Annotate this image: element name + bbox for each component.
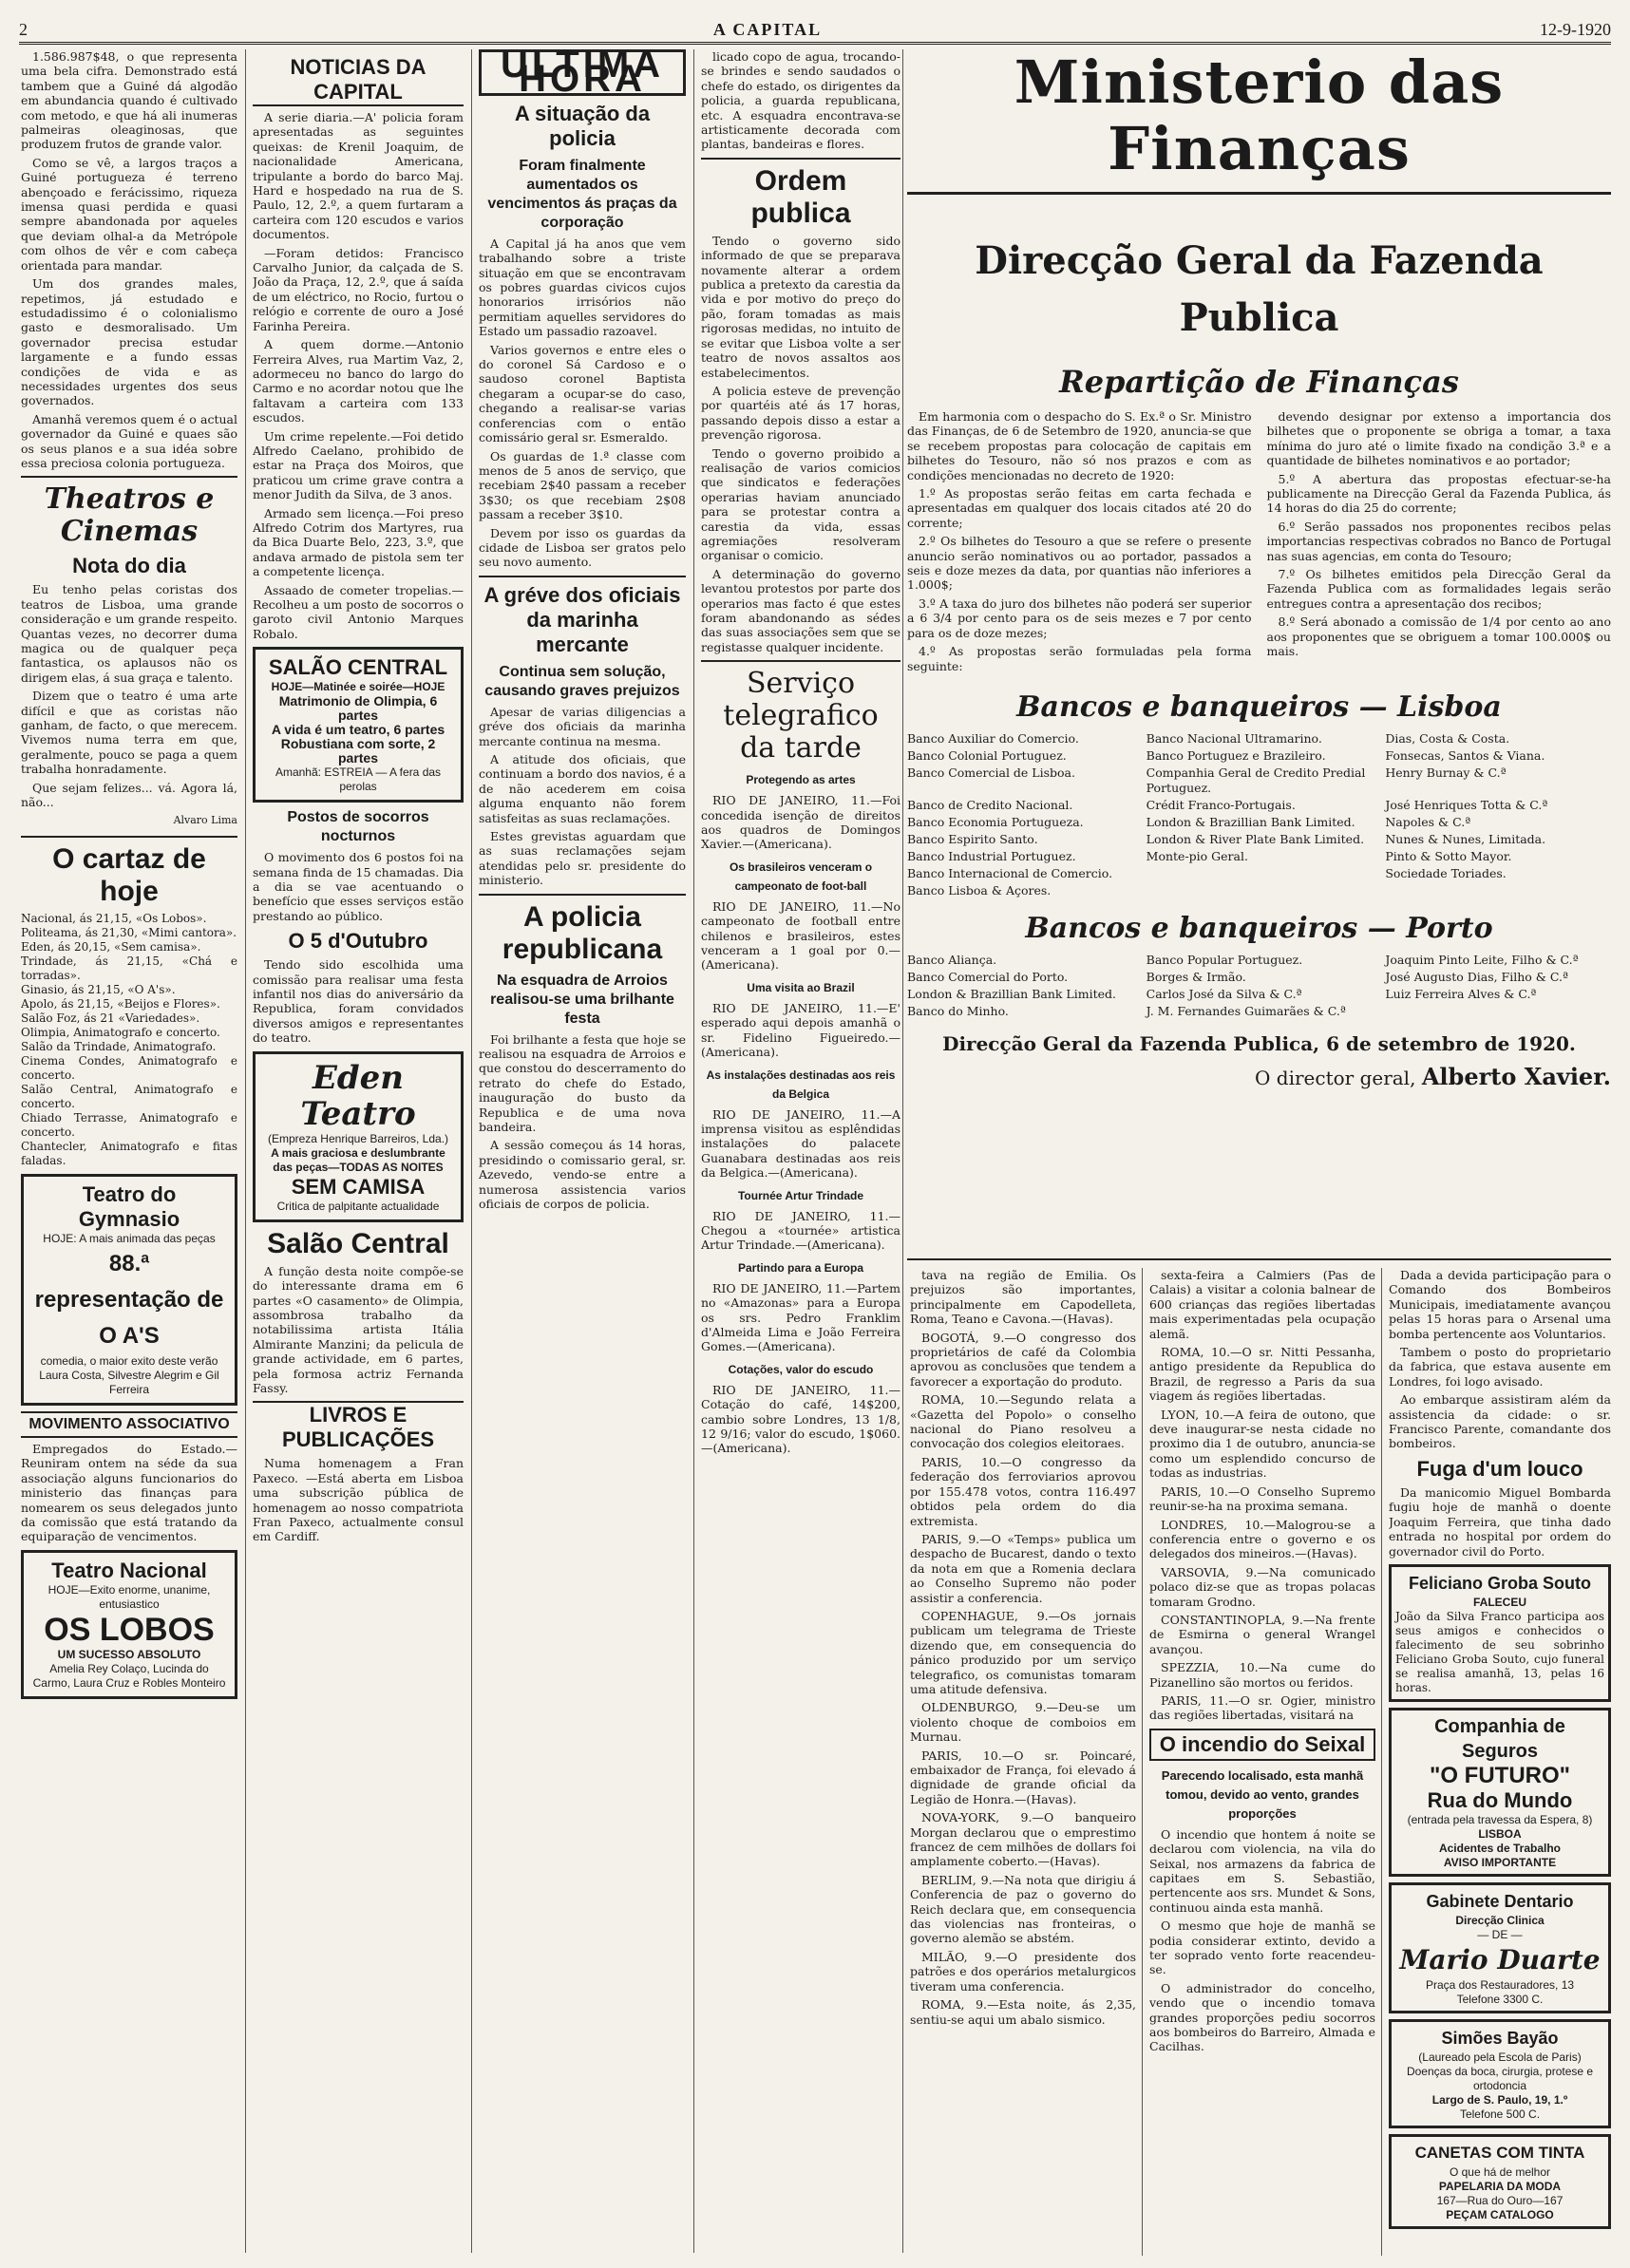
ad-line: AVISO IMPORTANTE <box>1443 1855 1557 1869</box>
bank-item: Banco Aliança. <box>907 952 997 967</box>
ordem-title: Ordem publica <box>750 164 851 229</box>
paragraph: A serie diaria.—A' policia foram apresentadas as seguintes queixas: de Krenil Joaquim, de nacionalidade Americana, tripulante a bordo do barco Maj. Hard e hospedado na rua de S. Paulo, 12, 2.º, a quem furtaram a carteira com 120 escudos e varios documentos. <box>253 110 464 242</box>
paragraph: ROMA, 10.—Segundo relata a «Gazetta del Popolo» o conselho nacional do Piano resolveu a convocação dos colegios eleitoraes. <box>910 1392 1136 1451</box>
bank-item: Luiz Ferreira Alves & C.ª <box>1385 986 1537 1001</box>
paragraph: CONSTANTINOPLA, 9.—Na frente de Esmirna o general Wrangel avançou. <box>1149 1612 1375 1656</box>
subheading: Os brasileiros venceram o campeonato de foot-ball <box>729 860 873 893</box>
bank-item: Banco Internacional de Comercio. <box>907 865 1113 880</box>
paragraph: Apesar de varias diligencias a gréve dos oficiais da marinha mercante continua na mesma. <box>479 704 686 748</box>
ad-line: Telefone 3300 C. <box>1456 1992 1544 2006</box>
list-item: Ginasio, ás 21,15, «O A's». <box>21 982 176 996</box>
paragraph: Dizem que o teatro é uma arte difícil e que as coristas não ganham, de facto, o que merecem. Vivemos numa terra em que, geralmente, pouco se paga a quem trabalha honradamente. <box>21 689 237 777</box>
ad-line: (Empreza Henrique Barreiros, Lda.) <box>267 1131 449 1145</box>
paragraph: Da manicomio Miguel Bombarda fugiu hoje de manhã o doente Joaquim Ferreira, que tinha dado entrada no hospital por ordem do governador civil do Porto. <box>1389 1484 1611 1559</box>
ad-line: UM SUCESSO ABSOLUTO <box>57 1647 201 1661</box>
salao2-title: Salão Central <box>267 1227 449 1259</box>
bank-item: Crédit Franco-Portugais. <box>1146 797 1296 812</box>
ad-line: Largo de S. Paulo, 19, 1.º <box>1431 2092 1568 2107</box>
reparticao-title: Repartição de Finanças <box>1059 364 1459 400</box>
noticias-title: NOTICIAS DA CAPITAL <box>253 55 464 106</box>
column-4 <box>701 49 900 2253</box>
paragraph: A determinação do governo levantou protestos por parte dos operarios mas facto é que estes foram abandonando as sédes das suas associações sem que se registasse qualquer incidente. <box>701 566 900 654</box>
bank-item: London & River Plate Bank Limited. <box>1146 831 1365 846</box>
paragraph: ROMA, 9.—Esta noite, ás 2,35, sentiu-se aqui um abalo sismico. <box>910 1997 1136 2027</box>
bank-item: Banco Comercial de Lisboa. <box>907 765 1075 780</box>
telegrams-column-b <box>1149 1268 1375 2260</box>
bank-item: Sociedade Toriades. <box>1385 865 1507 880</box>
paragraph: 3.º A taxa do juro dos bilhetes não poderá ser superior a 6 3/4 por cento para os de seis mezes e 7 por cento para os de doze mezes; <box>907 595 1252 640</box>
list-item: Chiado Terrasse, Animatografo e concerto. <box>21 1110 237 1139</box>
ad-line: A mais graciosa e deslumbrante das peças—TODAS AS NOITES <box>271 1145 445 1174</box>
ad-line: PEÇAM CATALOGO <box>1446 2207 1554 2221</box>
ad-title: Feliciano Groba Souto <box>1408 1573 1591 1593</box>
list-item: Trindade, ás 21,15, «Chá e torradas». <box>21 954 237 982</box>
ad-line: Direcção Clinica <box>1455 1913 1545 1927</box>
ad-line: HOJE—Exito enorme, unanime, entusiastico <box>47 1582 211 1611</box>
ad-line: Praça dos Restauradores, 13 <box>1425 1977 1575 1992</box>
paragraph: SPEZZIA, 10.—Na cume do Pizanellino são mortos ou feridos. <box>1149 1660 1375 1690</box>
list-item: Olimpia, Animatografo e concerto. <box>21 1025 220 1039</box>
theatros-title: Theatros e Cinemas <box>44 482 215 549</box>
list-item: Apolo, ás 21,15, «Beijos e Flores». <box>21 996 220 1011</box>
livros-title: LIVROS E PUBLICAÇÕES <box>253 1401 464 1452</box>
bank-item: Companhia Geral de Credito Predial Portuguez. <box>1146 765 1366 795</box>
ad-line: Laura Costa, Silvestre Alegrim e Gil Ferreira <box>39 1368 219 1396</box>
bank-item: Banco Colonial Portuguez. <box>907 747 1067 763</box>
paragraph: Em harmonia com o despacho do S. Ex.ª o Sr. Ministro das Finanças, de 6 de Setembro de 1920, anuncia-se que se recebem propostas para colocação de capitais em bilhetes do Tesouro, não só nos prazos e com as condições mencionadas no decreto de 1920: <box>907 409 1252 482</box>
paragraph: PARIS, 10.—O Conselho Supremo reunir-se-ha na proxima semana. <box>1149 1484 1375 1514</box>
column-3 <box>479 49 686 2253</box>
ad-line: LISBOA <box>1478 1826 1522 1841</box>
column-1 <box>21 49 237 2253</box>
bank-item <box>1147 866 1373 881</box>
ad-headline: SEM CAMISA <box>291 1174 426 1199</box>
director-label: O director geral, <box>1255 1066 1416 1089</box>
paragraph: 5.º A abertura das propostas efectuar-se-ha publicamente na Direcção Geral da Fazenda Publica, ás 14 horas do dia 25 do corrente; <box>1266 471 1611 516</box>
ad-title: Teatro do Gymnasio <box>78 1181 180 1231</box>
incendio-subtitle: Parecendo localisado, esta manhã tomou, devido ao vento, grandes proporções <box>1161 1767 1364 1821</box>
ad-line: comedia, o maior exito deste verão <box>40 1353 218 1368</box>
paragraph: Assaado de cometer tropelias.—Recolheu a um posto de socorros o garoto civil Antonio Marques Robalo. <box>253 582 464 641</box>
issue-date: 12-9-1920 <box>1540 19 1611 39</box>
bank-item: Banco Lisboa & Açores. <box>907 882 1052 898</box>
bank-item: José Henriques Totta & C.ª <box>1385 797 1548 812</box>
paragraph: Um dos grandes males, repetimos, já estudado e estudadissimo é o colonialismo gasto e desmoralisado. Um governador precisa estudar largamente e a fundo essas condições de vida e as necessidades urgentes dos seus governados. <box>21 276 237 408</box>
guine-article <box>21 49 237 470</box>
ad-line: — DE — <box>1477 1927 1523 1941</box>
paragraph: PARIS, 9.—O «Temps» publica um despacho de Bucarest, dando o texto da nota em que a Romenia declara ao Conselho Supremo não poder assistir a conferencia. <box>910 1531 1136 1605</box>
direccao-title: Direcção Geral da Fazenda Publica <box>975 238 1544 340</box>
director-name: Alberto Xavier. <box>1421 1062 1611 1090</box>
bank-item <box>1385 1004 1611 1019</box>
simoes-ad <box>1389 2019 1611 2128</box>
paragraph: devendo designar por extenso a importancia dos bilhetes que o proponente se obriga a tomar, a taxa mínima do juro até o limite fixado na condição 3.ª e a quantidade de bilhetes nominativos e ao portador; <box>1266 409 1611 468</box>
ad-line: Telefone 500 C. <box>1459 2107 1541 2121</box>
paragraph: 8.º Será abonado a comissão de 1/4 por cento ao ano aos proponentes que se obriguem a tomar 100.000$ ou mais. <box>1266 614 1611 659</box>
ad-line: Matrimonio de Olimpia, 6 partes <box>278 693 438 724</box>
column-2 <box>253 49 464 2253</box>
bank-item: Nunes & Nunes, Limitada. <box>1385 831 1546 846</box>
bank-item: London & Brazillian Bank Limited. <box>1146 814 1355 829</box>
subheading: Partindo para a Europa <box>737 1260 864 1275</box>
bank-item: Banco Espirito Santo. <box>907 831 1038 846</box>
bank-item: Napoles & C.ª <box>1385 814 1471 829</box>
paragraph: Um crime repelente.—Foi detido Alfredo Caelano, prohibido de estar na Praça dos Moiros, que praticou um crime grave contra a menor Judith da Silva, de 3 anos. <box>253 428 464 502</box>
subheading: As instalações destinadas aos reis da Belgica <box>706 1068 896 1101</box>
bank-item: Banco Comercial do Porto. <box>907 969 1069 984</box>
paragraph: Tendo sido escolhida uma comissão para realisar uma festa infantil nos dias do aniversário da Republica, foram convidados diversos amigos e representantes do teatro. <box>253 957 464 1046</box>
bank-item <box>1147 883 1373 898</box>
nota-title: Nota do dia <box>72 554 186 578</box>
ad-line: Rua do Mundo <box>1427 1787 1573 1812</box>
paragraph: 7.º Os bilhetes emitidos pela Direcção Geral da Fazenda Publica com as formalidades legais serão entregues contra a apresentação dos recibos; <box>1266 567 1611 611</box>
ad-line: 167—Rua do Ouro—167 <box>1436 2193 1564 2207</box>
subheading: Cotações, valor do escudo <box>728 1362 874 1376</box>
ad-title: Teatro Nacional <box>51 1558 207 1582</box>
banks-lisboa-title: Bancos e banqueiros — Lisboa <box>1016 690 1502 724</box>
list-item: Salão Central, Animatografo e concerto. <box>21 1082 237 1110</box>
notice-body <box>907 409 1611 677</box>
paragraph: 1.586.987$48, o que representa uma bela cifra. Demonstrado está tambem que a Guiné dá algodão em abundancia quando é cultivado com metodo, e que há ali inumeras palmeiras oleaginosas, que produzem frutos de grande valor. <box>21 49 237 152</box>
paragraph: RIO DE JANEIRO, 11.—Foi concedida isenção de direitos aos quadros de Domingos Xavier.—(Americana). <box>701 793 900 852</box>
paragraph: Foi brilhante a festa que hoje se realisou na esquadra de Arroios e que constou do descerramento do retrato do chefe do Estado, inauguração do busto da Republica e de uma nova bandeira. <box>479 1031 686 1135</box>
bank-item: London & Brazillian Bank Limited. <box>907 986 1116 1001</box>
futuro-ad <box>1389 1708 1611 1877</box>
paragraph: PARIS, 10.—O sr. Poincaré, embaixador de França, foi elevado á dignidade de grande oficial da Legião de Honra.—(Havas). <box>910 1748 1136 1806</box>
bank-item: Borges & Irmão. <box>1146 969 1246 984</box>
paragraph: O movimento dos 6 postos foi na semana finda de 15 chamadas. Dia a dia se vae acentuando o benefício que esses serviços estão prestando ao público. <box>253 850 464 923</box>
bank-item: Banco Popular Portuguez. <box>1146 952 1303 967</box>
page-number: 2 <box>19 19 28 39</box>
greve-subtitle: Continua sem solução, causando graves prejuizos <box>484 663 680 699</box>
outubro-title: O 5 d'Outubro <box>288 929 428 954</box>
paragraph: Ao embarque assistiram além da assistencia da cidade: o sr. Francisco Parente, comandante dos bombeiros. <box>1389 1392 1611 1451</box>
bank-item: Banco Portuguez e Brazileiro. <box>1146 747 1326 763</box>
ad-line: Doenças da boca, cirurgia, protese e ortodoncia <box>1406 2064 1594 2092</box>
ad-line: HOJE: A mais animada das peças <box>43 1231 216 1245</box>
page-header <box>19 17 1611 45</box>
paragraph: LONDRES, 10.—Malogrou-se a conferencia entre o governo e os delegados dos mineiros.—(Havas). <box>1149 1517 1375 1561</box>
banks-porto-title: Bancos e banqueiros — Porto <box>1025 911 1493 945</box>
republicana-subtitle: Na esquadra de Arroios realisou-se uma brilhante festa <box>490 972 674 1027</box>
fuga-title: Fuga d'um louco <box>1416 1456 1583 1481</box>
paragraph: RIO DE JANEIRO, 11.—E' esperado aqui depois amanhã o sr. Fidelino Figueiredo.—(Americana). <box>701 1000 900 1060</box>
list-item: Nacional, ás 21,15, «Os Lobos». <box>21 911 207 925</box>
list-item: Eden, ás 20,15, «Sem camisa». <box>21 939 201 954</box>
paragraph: Amanhã veremos quem é o actual governador da Guiné e quaes são os seus planos e a sua idéa sobre essa preciosa colonia portugueza. <box>21 411 237 470</box>
paragraph: RIO DE JANEIRO, 11.—No campeonato de football entre chilenos e brasileiros, estes venceram a 1 goal por 0.—(Americana). <box>701 898 900 973</box>
ad-line: João da Silva Franco participa aos seus amigos e conhecidos o falecimento de seu sobrinho Feliciano Groba Souto, cujo funeral se realisa amanhã, 13, pelas 16 horas. <box>1395 1609 1604 1694</box>
signature: Alvaro Lima <box>173 814 237 827</box>
paragraph: Empregados do Estado.—Reuniram ontem na séde da sua associação alguns funcionarios do ministerio das finanças para nomearem os seus delegados junto da comissão que está tratando da equiparação de vencimentos. <box>21 1441 237 1544</box>
nacional-ad <box>21 1550 237 1699</box>
telegrams-column-a <box>910 1268 1136 2260</box>
paragraph: NOVA-YORK, 9.—O banqueiro Morgan declarou que o emprestimo francez de cem milhões de dollars foi amplamente coberto.—(Havas). <box>910 1810 1136 1869</box>
bank-item: Banco Industrial Portuguez. <box>907 848 1076 863</box>
eden-ad <box>253 1051 464 1222</box>
paragraph: Eu tenho pelas coristas dos teatros de Lisboa, uma grande consideração e um grande respeito. Quantas vezes, no decorrer duma magica ou de qualquer peça fantastica, os aplausos não os dirigem elas, á sua graça e talento. <box>21 582 237 685</box>
servico-title: Serviço telegrafico da tarde <box>723 667 879 765</box>
ad-line: Amelia Rey Colaço, Lucinda do Carmo, Laura Cruz e Robles Monteiro <box>32 1661 226 1690</box>
telegram-list <box>701 793 900 1456</box>
paragraph: Que sejam felizes... vá. Agora lá, não... <box>21 780 237 810</box>
paragraph: COPENHAGUE, 9.—Os jornais publicam um telegrama de Trieste dizendo que, em consequencia do pánico produzido por um serviço telegrafico, os comunistas tomaram uma atitude defensiva. <box>910 1608 1136 1696</box>
dgfp-date: Direcção Geral da Fazenda Publica, 6 de setembro de 1920. <box>942 1031 1576 1055</box>
ad-title: Gabinete Dentario <box>1426 1891 1574 1911</box>
ad-headline: 88.ª representação de O A'S <box>34 1250 224 1349</box>
paragraph: RIO DE JANEIRO, 11.—Partem no «Amazonas» para a Europa os srs. Pedro Franklim d'Almeida Lima e João Ferreira Gomes.—(Americana). <box>701 1280 900 1354</box>
paragraph: 1.º As propostas serão feitas em carta fechada e apresentadas em qualquer dos locais citados até 20 do corrente; <box>907 486 1252 530</box>
masthead: A CAPITAL <box>712 19 823 39</box>
salao-central-ad <box>253 647 464 803</box>
bank-item: Monte-pio Geral. <box>1146 848 1248 863</box>
bank-item: Banco Auxiliar do Comercio. <box>907 730 1079 746</box>
ad-line: Acidentes de Trabalho <box>1438 1841 1562 1855</box>
list-item: Chantecler, Animatografo e fitas faladas. <box>21 1139 237 1167</box>
greve-title: A gréve dos oficiais da marinha mercante <box>483 582 681 656</box>
ad-headline: Mario Duarte <box>1399 1943 1601 1975</box>
paragraph: O mesmo que hoje de manhã se podia considerar extinto, devido a ter soprado vento forte reacendeu-se. <box>1149 1918 1375 1977</box>
paragraph: sexta-feira a Calmiers (Pas de Calais) a visitar a colonia balnear de 600 crianças das regiões libertadas mais experimentadas pela ocupação alemã. <box>1149 1268 1375 1341</box>
bank-item <box>1385 883 1611 898</box>
ad-title: Simões Bayão <box>1441 2028 1559 2048</box>
ad-line: PAPELARIA DA MODA <box>1438 2179 1562 2193</box>
list-item: Salão Foz, ás 21 «Variedades». <box>21 1011 200 1025</box>
bank-item: Joaquim Pinto Leite, Filho & C.ª <box>1385 952 1579 967</box>
paragraph: BERLIM, 9.—Na nota que dirigiu á Conferencia de paz o governo do Reich declara que, em consequencia das violencias nas fronteiras, o governo alemão se abstém. <box>910 1872 1136 1946</box>
bank-item: Henry Burnay & C.ª <box>1385 765 1507 780</box>
column-c <box>1389 1268 1611 2260</box>
ad-line: (entrada pela travessa da Espera, 8) <box>1407 1812 1593 1826</box>
banks-lisboa-list <box>907 731 1611 898</box>
paragraph: VARSOVIA, 9.—Na comunicado polaco diz-se que as tropas polacas tomaram Grodno. <box>1149 1564 1375 1609</box>
ad-title: Companhia de Seguros <box>1434 1715 1565 1762</box>
paragraph: Estes grevistas aguardam que as suas reclamações sejam atendidas pelo sr. presidente do ministerio. <box>479 829 686 888</box>
bank-item: Banco Nacional Ultramarino. <box>1146 730 1322 746</box>
bank-item: Banco de Credito Nacional. <box>907 797 1073 812</box>
movimento-title: MOVIMENTO ASSOCIATIVO <box>21 1411 237 1438</box>
paragraph: Como se vê, a largos traços a Guiné portugueza é terreno abençoado e ferácissimo, riqueza imensa quasi perdida e quasi sempre abandonada por aqueles que deviam olhal-a da Metrópole com olhos de vêr e com cabeça orientada para mandar. <box>21 155 237 273</box>
ad-title: Eden Teatro <box>300 1058 416 1133</box>
servico-subtitle: Protegendo as artes <box>746 773 856 787</box>
ministerio-notice <box>907 49 1611 1256</box>
cartaz-list <box>21 912 237 1168</box>
paragraph: Tendo o governo proibido a realisação de varios comicios que sindicatos e federações operarias haviam anunciado para se protestar contra a carestia da vida, essas agremiações resolveram organisar o comicio. <box>701 445 900 563</box>
paragraph: A atitude dos oficiais, que continuam a bordo dos navios, é a de não acederem em coisa alguma enquanto não forem satisfeitas as suas reclamações. <box>479 751 686 825</box>
paragraph: Tendo o governo sido informado de que se preparava novamente alterar a ordem publica a pretexto da carestia da vida e por motivo do preço do pão, foram tomadas as mais rigorosas medidas, no intuito de se evitar que Lisboa volte a ser teatro de novos assaltos aos estabelecimentos. <box>701 233 900 380</box>
ad-headline: OS LOBOS <box>44 1611 215 1648</box>
paragraph: O administrador do concelho, vendo que o incendio tomava grandes proporções pediu socorros aos bombeiros do Barreiro, Almada e Cacilhas. <box>1149 1980 1375 2054</box>
ad-line: FALECEU <box>1472 1595 1526 1609</box>
paragraph: BOGOTÁ, 9.—O congresso dos proprietários de café da Colombia aprovou as conclusões que tendem a favorecer a exportação do produto. <box>910 1330 1136 1389</box>
obituary <box>1389 1564 1611 1702</box>
bank-item: Pinto & Sotto Mayor. <box>1385 848 1512 863</box>
postos-title: Postos de socorros nocturnos <box>287 809 429 845</box>
cartaz-title: O cartaz de hoje <box>52 842 206 907</box>
paragraph: RIO DE JANEIRO, 11.—Chegou a «tournée» artistica Artur Trindade.—(Americana). <box>701 1208 900 1253</box>
ad-headline: "O FUTURO" <box>1429 1762 1571 1788</box>
bank-item: J. M. Fernandes Guimarães & C.ª <box>1146 1003 1346 1018</box>
paragraph: Armado sem licença.—Foi preso Alfredo Cotrim dos Martyres, rua da Bica Duarte Belo, 223, 3.º, que andava armado de pistola sem ter a competente licença. <box>253 505 464 579</box>
list-item: Salão da Trindade, Animatografo. <box>21 1039 217 1053</box>
ad-line: Robustiana com sorte, 2 partes <box>280 736 436 766</box>
paragraph: tava na região de Emilia. Os prejuizos são importantes, principalmente em Capodelleta, Roma, Teano e Cavona.—(Havas). <box>910 1268 1136 1327</box>
paragraph: A quem dorme.—Antonio Ferreira Alves, rua Martim Vaz, 2, adormeceu no banco do largo do Carmo e no acordar notou que lhe faltavam a carteira com 133 escudos. <box>253 337 464 425</box>
director-signature <box>907 1063 1611 1090</box>
paragraph: PARIS, 11.—O sr. Ogier, ministro das regiões libertadas, visitará na <box>1149 1692 1375 1723</box>
paragraph: RIO DE JANEIRO, 11.—A imprensa visitou as esplêndidas instalações do palacete Guanabara destinadas aos reis da Belgica.—(Americana). <box>701 1106 900 1181</box>
bank-item: Dias, Costa & Costa. <box>1385 730 1510 746</box>
republicana-title: A policia republicana <box>502 900 663 965</box>
paragraph: —Foram detidos: Francisco Carvalho Junior, da calçada de S. João da Praça, 12, 2.º, que á saída de um eléctrico, no Rocio, furtou o relógio e corrente de ouro a José Farinha Pereira. <box>253 245 464 333</box>
paragraph: Os guardas de 1.ª classe com menos de 5 anos de serviço, que recebiam 2$40 passam a receber 3$30; os que recebiam 2$08 passam a receber 3$10. <box>479 448 686 522</box>
ad-line: Critica de palpitante actualidade <box>276 1199 440 1213</box>
ad-line: O que há de melhor <box>1449 2164 1551 2179</box>
paragraph: Tambem o posto do proprietario da fabrica, que estava ausente em Londres, foi logo avisado. <box>1389 1345 1611 1389</box>
paragraph: O incendio que hontem á noite se declarou com violencia, na vila do Seixal, nos armazens da fabrica de capitaes em S. Sebastião, pertencente aos srs. Mundet & Sons, continuou ainda esta manhã. <box>1149 1826 1375 1915</box>
paragraph: MILÃO, 9.—O presidente dos patrões e dos operários metalurgicos tiveram uma conferencia. <box>910 1949 1136 1994</box>
paragraph: PARIS, 10.—O congresso da federação dos ferroviarios aprovou por 155.478 votos, contra 116.497 obtidos pela ordem do dia extremista. <box>910 1454 1136 1528</box>
ad-line: HOJE—Matinée e soirée—HOJE <box>271 680 445 694</box>
ad-line: Amanhã: ESTREIA — A fera das perolas <box>275 765 442 794</box>
subheading: Tournée Artur Trindade <box>737 1188 863 1202</box>
bank-item: Banco do Minho. <box>907 1003 1009 1018</box>
paragraph: LYON, 10.—A feira de outono, que deve inaugurar-se nesta cidade no proximo dia 1 de outubro, anuncia-se como um esplendido concurso de todas as industrias. <box>1149 1407 1375 1481</box>
gabinete-ad <box>1389 1882 1611 2013</box>
ad-title: SALÃO CENTRAL <box>268 655 448 680</box>
paragraph: 2.º Os bilhetes do Tesouro a que se refere o presente anuncio serão nominativos ou ao portador, passados a seis e doze mezes da data, por quantias não inferiores a 1.000$; <box>907 534 1252 593</box>
paragraph: RIO DE JANEIRO, 11.—Cotação do café, 14$200, cambio sobre Londres, 13 1/8, 12 9/16; valor do escudo, 1$060.—(Americana). <box>701 1382 900 1456</box>
ad-line: A vida é um teatro, 6 partes <box>271 722 445 738</box>
paragraph: OLDENBURGO, 9.—Deu-se um violento choque de comboios em Murnau. <box>910 1700 1136 1745</box>
canetas-ad <box>1389 2134 1611 2229</box>
policia-title: A situação da policia <box>514 101 651 150</box>
paragraph: ROMA, 10.—O sr. Nitti Pessanha, antigo presidente da Republica do Brazil, de regresso a Paris da sua viagem ás regiões libertadas. <box>1149 1345 1375 1404</box>
paragraph: A função desta noite compõe-se do interessante drama em 6 partes «O casamento» de Olimpia, assombrosa trabalho da notabilissima artista Itália Almirante Manzini; da pelicula de grande actividade, em 6 partes, pela formosa actriz Fernanda Fassy. <box>253 1263 464 1395</box>
paragraph: Numa homenagem a Fran Paxeco. —Está aberta em Lisboa uma subscrição pública de homenagem ao nosso compatriota Fran Paxeco, actualmente consul em Cardiff. <box>253 1456 464 1544</box>
list-item: Cinema Condes, Animatografo e concerto. <box>21 1053 237 1082</box>
ginasio-ad <box>21 1174 237 1406</box>
ultima-hora-title: ULTIMA HORA <box>479 49 686 96</box>
paragraph: Varios governos e entre eles o do coronel Sá Cardoso e o saudoso coronel Baptista chegaram a ocupar-se do caso, chegando a realisar-se varias conferencias com o então comissário geral sr. Esmeraldo. <box>479 342 686 445</box>
bank-item: Banco Economia Portugueza. <box>907 814 1084 829</box>
subheading: Uma visita ao Brazil <box>747 980 855 994</box>
paragraph: A Capital já ha anos que vem trabalhando sobre a triste situação em que se encontravam os pobres guardas civicos cujos honorarios irrisórios não permitiam aquelles servidores do Estado um passadio razoavel. <box>479 236 686 339</box>
paragraph: A policia esteve de prevenção por quartéis até ás 17 horas, passando depois disso a estar a prevenção rigorosa. <box>701 383 900 443</box>
list-item: Politeama, ás 21,30, «Mimi cantora». <box>21 925 237 939</box>
policia-subtitle: Foram finalmente aumentados os vencimentos ás praças da corporação <box>487 157 677 231</box>
ministerio-title: Ministerio das Finanças <box>907 49 1611 195</box>
bank-item: Carlos José da Silva & C.ª <box>1146 986 1302 1001</box>
ad-headline: CANETAS COM TINTA <box>1414 2143 1585 2162</box>
paragraph: licado copo de agua, trocando-se brindes e sendo saudados o chefe do estado, os dirigentes da policia, a guarda republicana, etc. A esquadra encontrava-se artisticamente decorada com plantas, bandeiras e flores. <box>701 49 900 152</box>
paragraph: Dada a devida participação para o Comando dos Bombeiros Municipais, imediatamente avançou pelas 15 horas para o Arsenal uma bomba pertencente aos Voluntarios. <box>1389 1268 1611 1341</box>
paragraph: 6.º Serão passados nos proponentes recibos pelas importancias respectivas cobrados no Banco de Portugal nas suas agencias, em conta do Tesouro; <box>1266 519 1611 563</box>
paragraph: A sessão começou ás 14 horas, presidindo o comissario geral, sr. Azevedo, vendo-se entre a numerosa assistencia varios oficiais de corpos de policia. <box>479 1138 686 1212</box>
paragraph: Devem por isso os guardas da cidade de Lisboa ser gratos pelo seu novo aumento. <box>479 525 686 570</box>
paragraph: 4.º As propostas serão formuladas pela forma seguinte: <box>907 644 1252 673</box>
incendio-title: O incendio do Seixal <box>1149 1729 1375 1761</box>
bank-item: José Augusto Dias, Filho & C.ª <box>1385 969 1568 984</box>
ad-line: (Laureado pela Escola de Paris) <box>1418 2050 1582 2064</box>
bank-item: Fonsecas, Santos & Viana. <box>1385 747 1545 763</box>
banks-porto-list <box>907 953 1611 1019</box>
